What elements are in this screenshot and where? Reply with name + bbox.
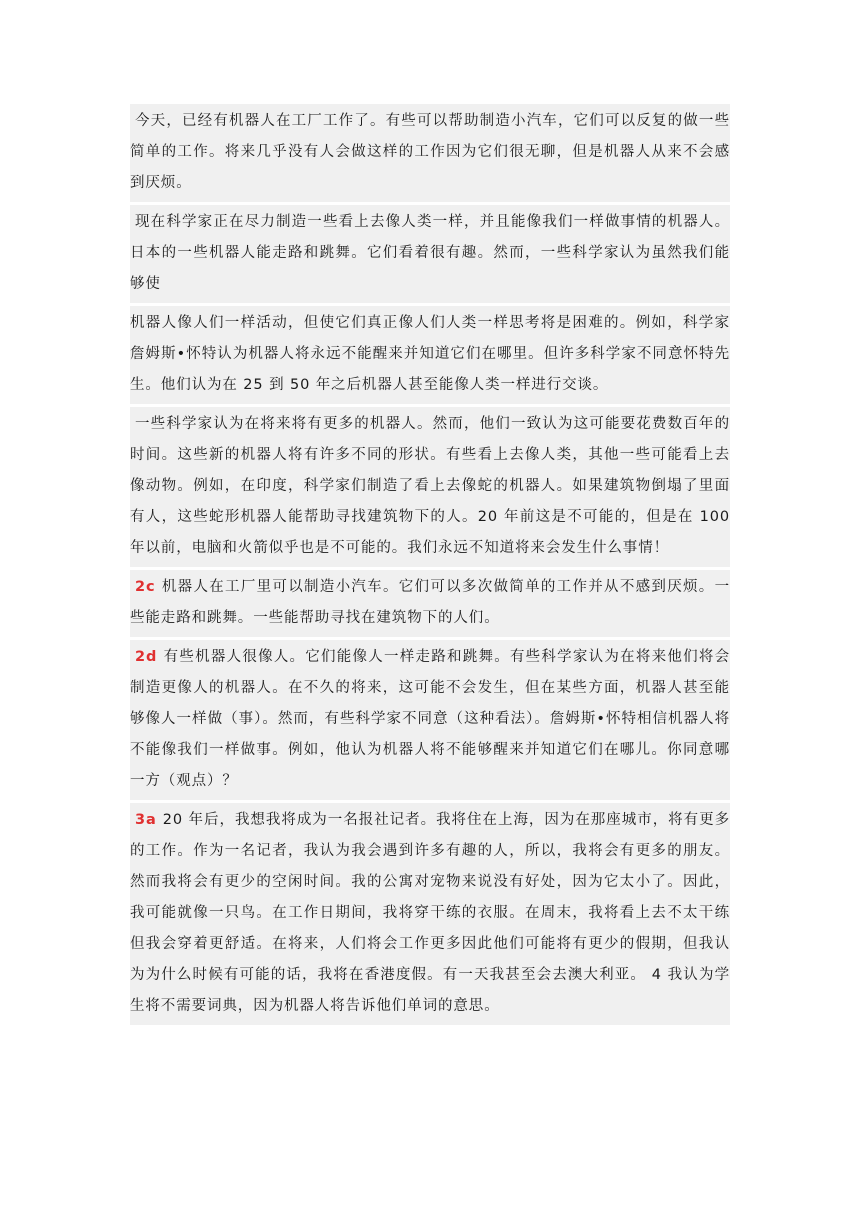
paragraph-3 bbox=[130, 306, 730, 404]
paragraph-2d bbox=[130, 640, 730, 800]
paragraph-text: 一些科学家认为在将来将有更多的机器人。然而，他们一致认为这可能要花费数百年的时间。这些新的机器人将有许多不同的形状。有些看上去像人类，其他一些可能看上去像动物。例如，在印度，科学家们制造了看上去像蛇的机器人。如果建筑物倒塌了里面有人，这些蛇形机器人能帮助寻找建筑物下的人。20 年前这是不可能的，但是在 100 年以前，电脑和火箭似乎也是不可能的。我们永远不知道将来会发生什么事情！ bbox=[130, 416, 730, 556]
paragraph-text: 有些机器人很像人。它们能像人一样走路和跳舞。有些科学家认为在将来他们将会制造更像人的机器人。在不久的将来，这可能不会发生，但在某些方面，机器人甚至能够像人一样做（事）。然而，有些科学家不同意（这种看法）。詹姆斯•怀特相信机器人将不能像我们一样做事。例如，他认为机器人将不能够醒来并知道它们在哪儿。你同意哪一方（观点）？ bbox=[130, 649, 730, 789]
paragraph-text: 现在科学家正在尽力制造一些看上去像人类一样，并且能像我们一样做事情的机器人。日本的一些机器人能走路和跳舞。它们看着很有趣。然而，一些科学家认为虽然我们能够使 bbox=[130, 214, 730, 292]
paragraph-4 bbox=[130, 407, 730, 567]
paragraph-text: 今天，已经有机器人在工厂工作了。有些可以帮助制造小汽车，它们可以反复的做一些简单的工作。将来几乎没有人会做这样的工作因为它们很无聊，但是机器人从来不会感到厌烦。 bbox=[130, 113, 730, 191]
paragraph-3a bbox=[130, 803, 730, 1025]
section-label: 3a bbox=[135, 812, 157, 828]
paragraph-text: 机器人在工厂里可以制造小汽车。它们可以多次做简单的工作并从不感到厌烦。一些能走路和跳舞。一些能帮助寻找在建筑物下的人们。 bbox=[130, 579, 730, 626]
paragraph-text: 20 年后，我想我将成为一名报社记者。我将住在上海，因为在那座城市，将有更多的工作。作为一名记者，我认为我会遇到许多有趣的人，所以，我将会有更多的朋友。然而我将会有更少的空闲时间。我的公寓对宠物来说没有好处，因为它太小了。因此，我可能就像一只鸟。在工作日期间，我将穿干练的衣服。在周末，我将看上去不太干练但我会穿着更舒适。在将来，人们将会工作更多因此他们可能将有更少的假期，但我认为为什么时候有可能的话，我将在香港度假。有一天我甚至会去澳大利亚。 4 我认为学生将不需要词典，因为机器人将告诉他们单词的意思。 bbox=[130, 812, 730, 1014]
section-label: 2d bbox=[135, 649, 158, 665]
document-body bbox=[130, 104, 730, 1028]
paragraph-2 bbox=[130, 205, 730, 303]
section-label: 2c bbox=[135, 579, 156, 595]
paragraph-1 bbox=[130, 104, 730, 202]
paragraph-text: 机器人像人们一样活动，但使它们真正像人们人类一样思考将是困难的。例如，科学家詹姆斯•怀特认为机器人将永远不能醒来并知道它们在哪里。但许多科学家不同意怀特先生。他们认为在 25 到 50 年之后机器人甚至能像人类一样进行交谈。 bbox=[130, 315, 730, 393]
paragraph-2c bbox=[130, 570, 730, 637]
